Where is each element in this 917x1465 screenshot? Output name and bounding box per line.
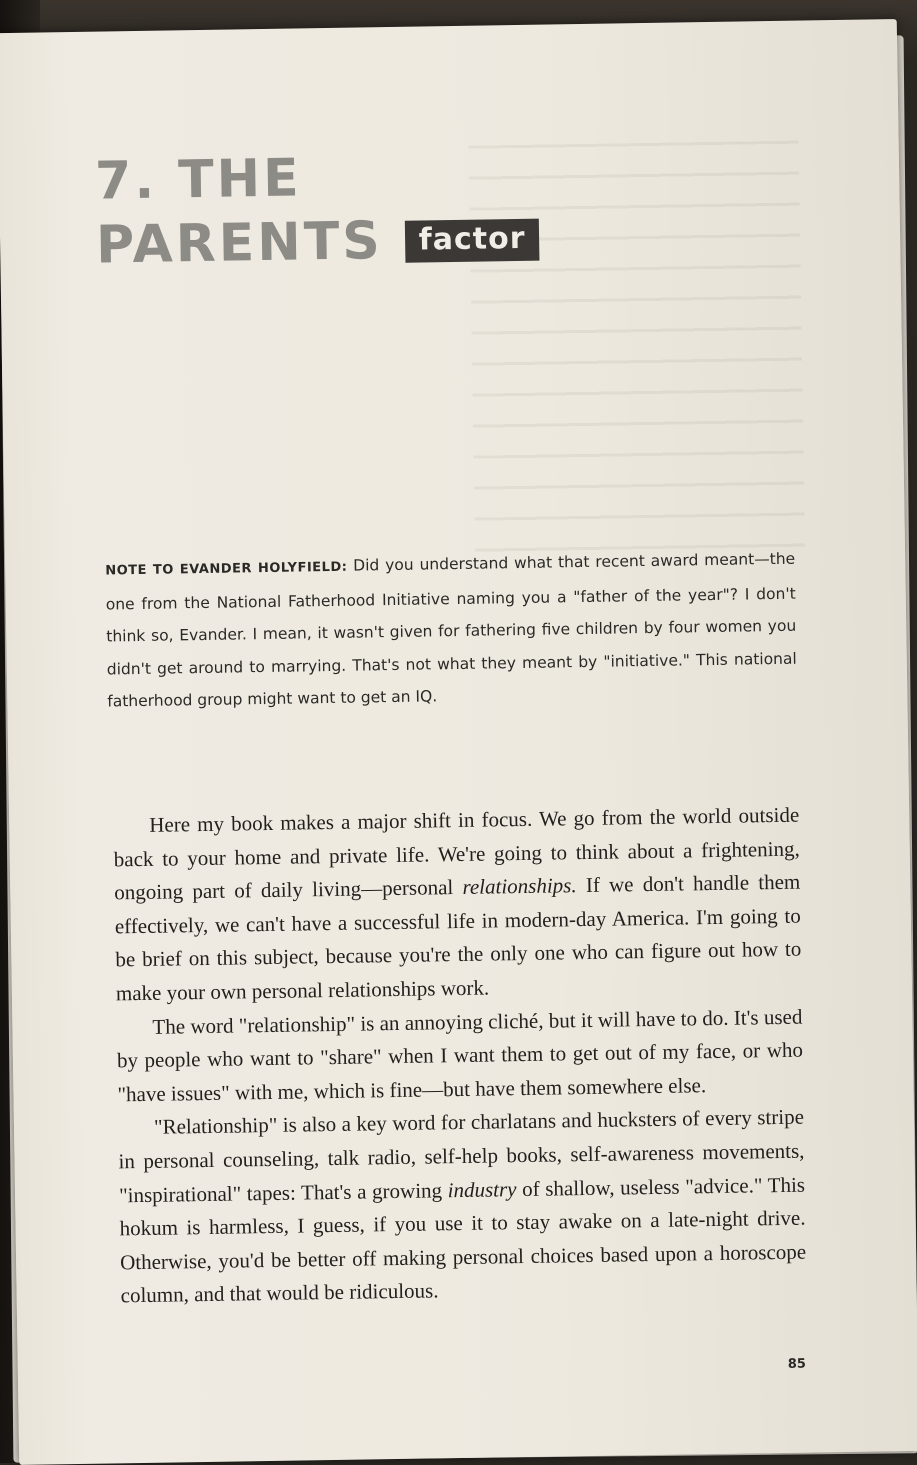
note-label: NOTE TO EVANDER HOLYFIELD: — [105, 559, 348, 579]
book-page — [0, 19, 917, 1465]
paragraph-1-before: Here my book makes a major shift in focus. We go from the world outside back to your home and private life. We're going to think about a frightening, ongoing part of daily living—personal — [113, 802, 800, 905]
paragraph-3-emphasis: industry — [447, 1176, 517, 1202]
paragraph-1-emphasis: relationships. — [462, 873, 577, 900]
chapter-title — [95, 143, 540, 278]
paragraph-3-before: "Relationship" is also a key word for charlatans and hucksters of every stripe in personal counseling, talk radio, self-help books, self-awareness movements, "inspirational" tapes: That's a growing — [118, 1104, 805, 1207]
chapter-number-title: 7. THE — [94, 148, 303, 212]
paragraph-1 — [113, 799, 802, 1011]
note-block — [105, 543, 797, 718]
paragraph-2: The word "relationship" is an annoying cliché, but it will have to do. It's used by people who want to "share" when I want them to get out of my face, or who "have issues" with me, which is fine—but have them somewhere else. — [116, 1004, 804, 1107]
paragraph-1-after: If we don't handle them effectively, we can't have a successful life in modern-day America. I'm going to be brief on this subject, because you're the only one who can figure out how to make your own personal relationships work. — [114, 869, 802, 1006]
paragraph-3 — [118, 1101, 807, 1313]
chapter-tag-badge: factor — [404, 219, 539, 263]
paragraph-3-after: of shallow, useless "advice." This hokum is harmless, I guess, if you use it to stay awake on a late-night drive. Otherwise, you'd be better off making personal choices based upon a horoscope column, and that would be ridiculous. — [119, 1172, 807, 1308]
chapter-title-line2 — [96, 207, 540, 278]
chapter-title-word: PARENTS — [95, 211, 384, 276]
body-text — [113, 799, 807, 1314]
note-text: Did you understand what that recent award meant—the one from the National Fatherhood Initiative naming you a "father of the year"? I don't think so, Evander. I mean, it wasn't given for fathering five children by four women you didn't get around to marrying. That's not what they meant by "initiative." This national fatherhood group might want to get an IQ. — [105, 549, 797, 711]
page-number: 85 — [787, 1356, 807, 1372]
